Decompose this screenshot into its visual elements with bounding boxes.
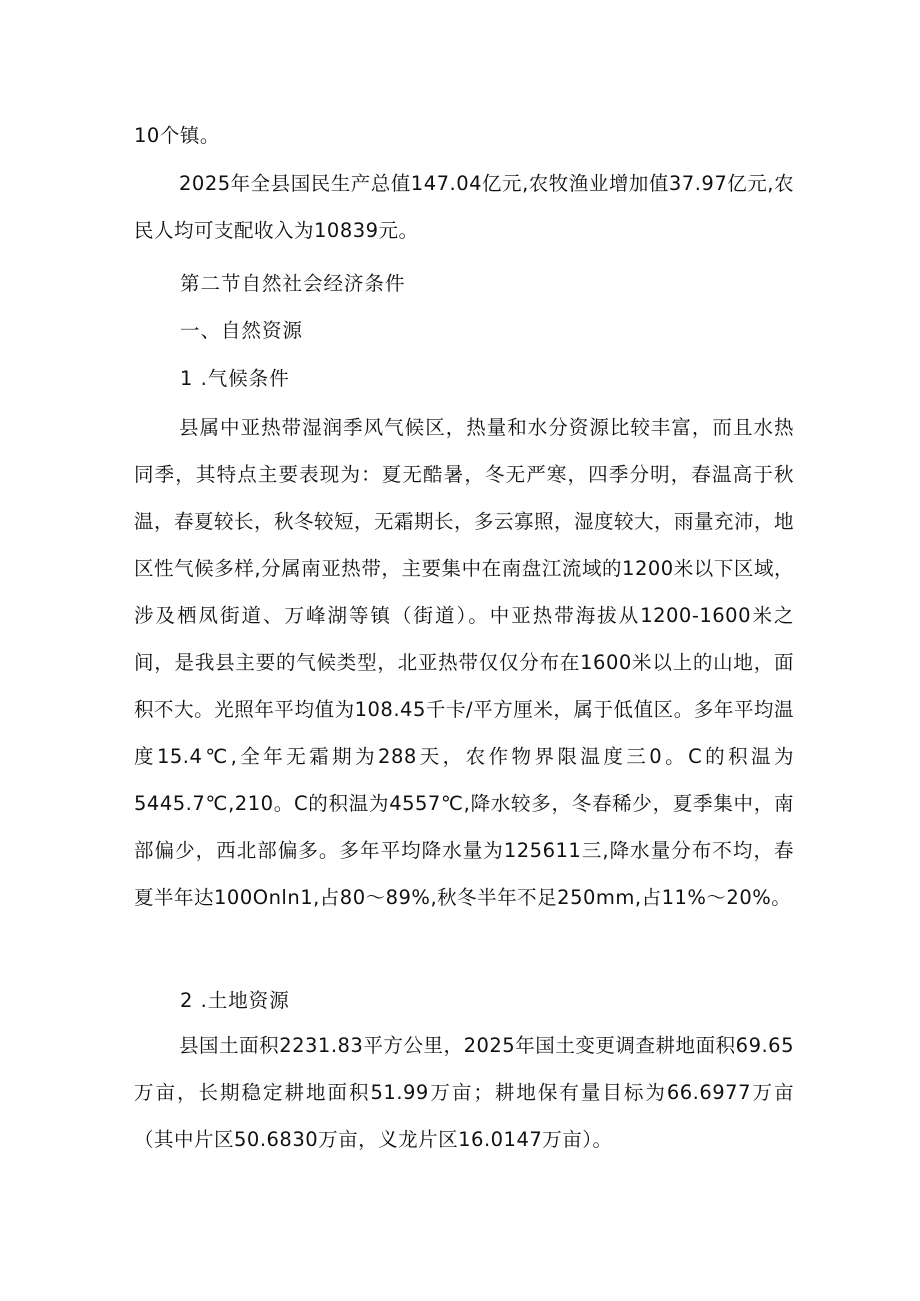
paragraph-land: 县国土面积2231.83平方公里，2025年国土变更调查耕地面积69.65万亩，长期稳定耕地面积51.99万亩；耕地保有量目标为66.6977万亩（其中片区50.6830万亩，义龙片区16.0147万亩）。 — [134, 1034, 794, 1151]
subsection-heading-natural-resources: 一、自然资源 — [180, 319, 304, 342]
item-heading-climate: 1 .气候条件 — [180, 367, 290, 390]
paragraph-tail: 10个镇。 — [134, 124, 220, 147]
item-heading-land: 2 .土地资源 — [180, 989, 290, 1012]
paragraph-gdp: 2025年全县国民生产总值147.04亿元,农牧渔业增加值37.97亿元,农民人均可支配收入为10839元。 — [134, 172, 794, 242]
section-heading: 第二节自然社会经济条件 — [180, 272, 406, 295]
paragraph-climate: 县属中亚热带湿润季风气候区，热量和水分资源比较丰富，而且水热同季，其特点主要表现为：夏无酷暑，冬无严寒，四季分明，春温高于秋温，春夏较长，秋冬较短，无霜期长，多云寡照，湿度较大，雨量充沛，地区性气候多样,分属南亚热带，主要集中在南盘江流域的1200米以下区域，涉及栖凤街道、万峰湖等镇（街道）。中亚热带海拔从1200-1600米之间，是我县主要的气候类型，北亚热带仅仅分布在1600米以上的山地，面积不大。光照年平均值为108.45千卡/平方厘米，属于低值区。多年平均温度15.4℃,全年无霜期为288天，农作物界限温度三0。C的积温为5445.7℃,210。C的积温为4557℃,降水较多，冬春稀少，夏季集中，南部偏少，西北部偏多。多年平均降水量为125611三,降水量分布不均，春夏半年达100Onln1,占80〜89%,秋冬半年不足250mm,占11%〜20%。 — [134, 416, 795, 909]
